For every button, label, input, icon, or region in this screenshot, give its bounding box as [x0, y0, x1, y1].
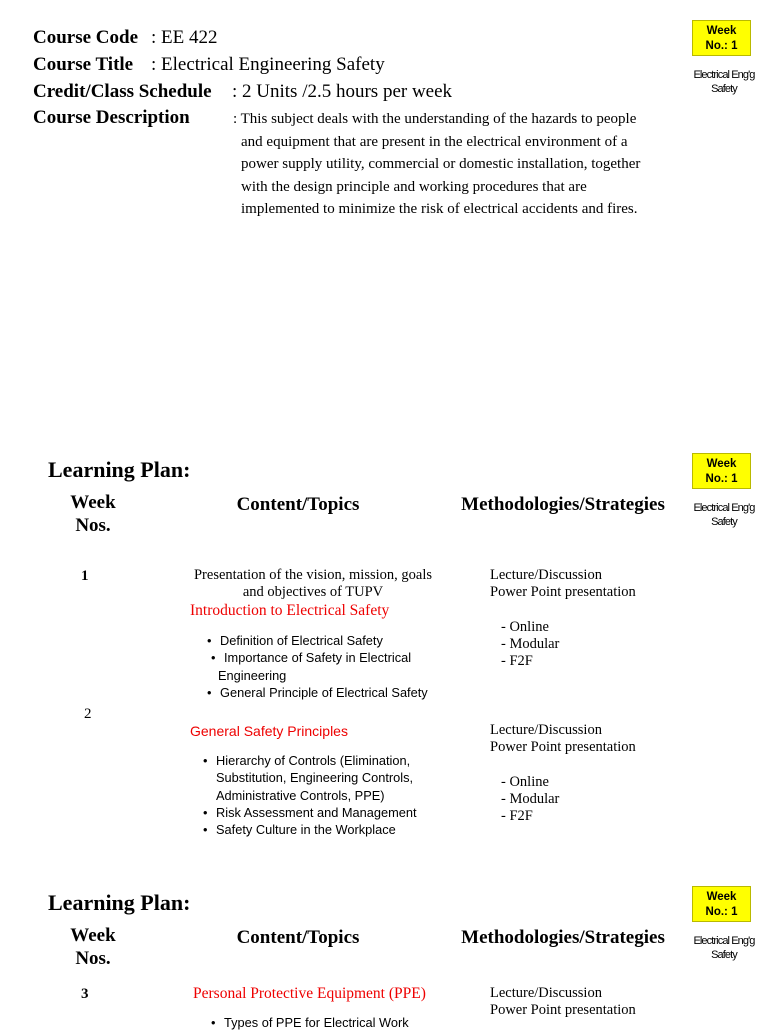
week-badge-line2: No.: 1: [705, 906, 738, 918]
method-item: Power Point presentation: [490, 584, 636, 601]
plan-side-label: [688, 934, 760, 962]
course-title-value: : Electrical Engineering Safety: [151, 54, 385, 75]
week1-methods: [490, 567, 636, 670]
week-number: 3: [81, 986, 89, 1002]
week-header-line2: Nos.: [75, 948, 111, 969]
mode-item: - F2F: [501, 808, 533, 825]
credit-label: Credit/Class Schedule: [33, 81, 212, 102]
week-badge-line1: Week: [706, 458, 737, 470]
description-line: : This subject deals with the understanding of the hazards to people: [233, 111, 637, 127]
week-badge-line1: Week: [706, 891, 737, 903]
list-item: • Importance of Safety in Electrical: [224, 649, 450, 666]
week-header-line1: Week: [70, 492, 116, 513]
week2-subtopics: [216, 752, 456, 838]
list-item-continued: Substitution, Engineering Controls,: [216, 770, 414, 786]
methodologies-header: Methodologies/Strategies: [461, 927, 665, 948]
week-badge: [692, 20, 751, 56]
mode-item: - Online: [501, 773, 549, 790]
side-label-line1: Electrical Eng'g: [693, 935, 755, 947]
method-item: Power Point presentation: [490, 739, 636, 756]
plan-side-label: [688, 501, 760, 529]
week-badge-line2: No.: 1: [705, 473, 738, 485]
week1-subtopics: [220, 632, 450, 701]
side-label-line2: Safety: [711, 83, 737, 95]
list-item-continued: Engineering: [218, 667, 287, 683]
week3-subtopics: [224, 1014, 454, 1031]
methodologies-header: Methodologies/Strategies: [461, 494, 665, 515]
description-line: implemented to minimize the risk of electrical accidents and fires.: [241, 201, 638, 217]
course-title-label: Course Title: [33, 54, 134, 75]
list-item: • Definition of Electrical Safety: [220, 632, 450, 649]
learning-plan-title: Learning Plan:: [48, 457, 191, 482]
week3-topic: Personal Protective Equipment (PPE): [193, 985, 426, 1002]
intro-line: Presentation of the vision, mission, goals: [193, 567, 433, 583]
list-item: • Types of PPE for Electrical Work: [224, 1014, 454, 1031]
course-description: [233, 108, 683, 221]
description-line: power supply utility, commercial or domestic installation, together: [241, 156, 641, 172]
learning-plan-title: Learning Plan:: [48, 890, 191, 915]
week-badge: [692, 886, 751, 922]
method-item: Lecture/Discussion: [490, 567, 602, 583]
mode-item: - Modular: [501, 635, 560, 652]
mode-item: - F2F: [501, 653, 533, 670]
intro-line: and objectives of TUPV: [242, 584, 384, 600]
description-line: with the design principle and working procedures that are: [241, 178, 587, 195]
side-label-line2: Safety: [711, 949, 737, 961]
method-item: Power Point presentation: [490, 1002, 636, 1019]
week-number: 2: [84, 706, 92, 722]
week-badge-line2: No.: 1: [705, 40, 738, 52]
description-line: and equipment that are present in the electrical environment of a: [241, 133, 628, 150]
list-item: • Hierarchy of Controls (Elimination,: [216, 752, 456, 769]
method-item: Lecture/Discussion: [490, 722, 602, 738]
week-nos-header: [53, 491, 133, 537]
content-topics-header: Content/Topics: [236, 494, 360, 515]
course-side-label: [688, 68, 760, 96]
course-code-value: : EE 422: [151, 27, 218, 48]
mode-item: - Modular: [501, 790, 560, 807]
week1-intro: [183, 567, 443, 601]
list-item-continued: Administrative Controls, PPE): [216, 787, 385, 803]
credit-value: : 2 Units /2.5 hours per week: [232, 81, 453, 102]
list-item: • Safety Culture in the Workplace: [216, 821, 456, 838]
week2-methods: [490, 722, 636, 825]
week-number: 1: [81, 568, 89, 584]
course-code-label: Course Code: [33, 27, 139, 48]
week3-methods: [490, 985, 636, 1020]
side-label-line1: Electrical Eng'g: [693, 69, 755, 81]
side-label-line1: Electrical Eng'g: [693, 502, 755, 514]
week-nos-header: [53, 924, 133, 970]
week1-topic: Introduction to Electrical Safety: [190, 602, 390, 619]
week2-topic: General Safety Principles: [190, 723, 348, 739]
content-topics-header: Content/Topics: [236, 927, 360, 948]
course-description-label: Course Description: [33, 107, 190, 128]
week-header-line1: Week: [70, 925, 116, 946]
list-item: • Risk Assessment and Management: [216, 804, 456, 821]
week-header-line2: Nos.: [75, 515, 111, 536]
list-item: • General Principle of Electrical Safety: [220, 684, 450, 701]
mode-item: - Online: [501, 618, 549, 635]
week-badge: [692, 453, 751, 489]
side-label-line2: Safety: [711, 516, 737, 528]
week-badge-line1: Week: [706, 25, 737, 37]
method-item: Lecture/Discussion: [490, 985, 602, 1001]
